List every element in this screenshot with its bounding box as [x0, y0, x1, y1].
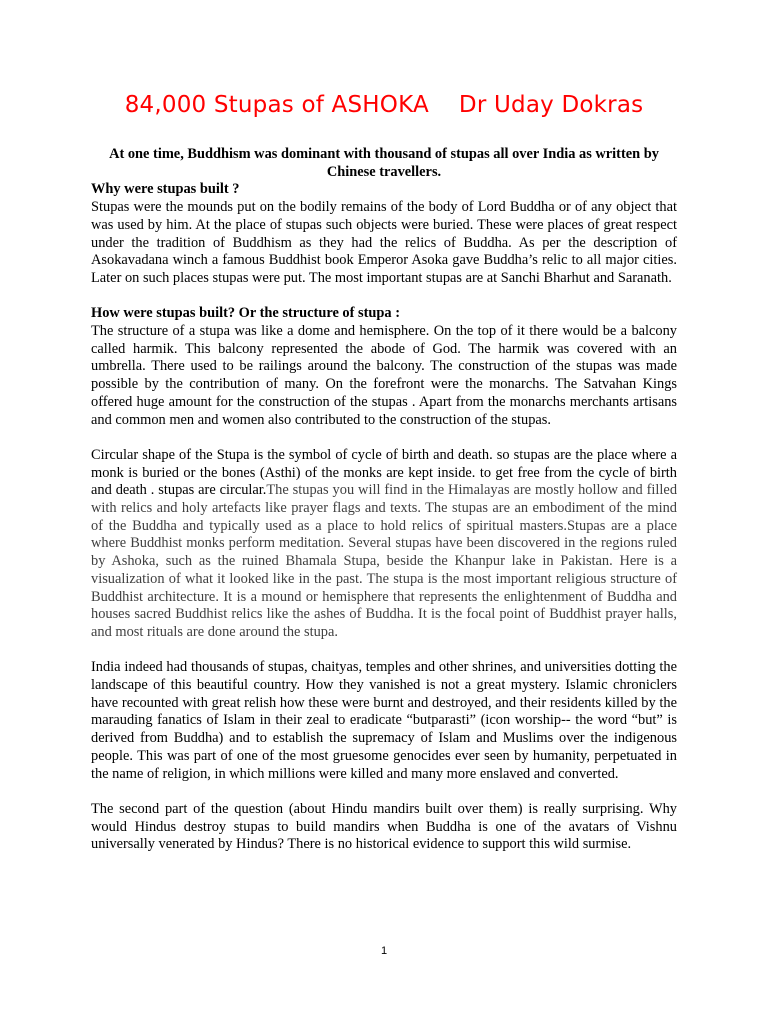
paragraph-spacer: [91, 429, 677, 447]
paragraph-circular-shape-part1: Circular shape of the Stupa is the symbol of cycle of birth and death. so stupas are the place where a monk is buried or the bones (Asthi) of the monks are kept inside. to get free from the cycle of birth and death . stupas are circular.: [91, 446, 677, 499]
paragraph-vanished-stupas: India indeed had thousands of stupas, chaityas, temples and other shrines, and universities dotting the landscape of this beautiful country. How they vanished is not a great mystery. Islamic chroniclers have recounted with great relish how these were burnt and destroyed, and their residents killed by the marauding fanatics of Islam in their zeal to eradicate “butparasti” (icon worship-- the word “but” is derived from Buddha) and to establish the supremacy of Islam and Muslims over the indigenous people. This was part of one of the most gruesome genocides ever seen by humanity, perpetuated in the name of religion, in which millions were killed and many more enslaved and converted.: [91, 659, 677, 782]
paragraph-spacer: [91, 783, 677, 801]
section-heading-structure: How were stupas built? Or the structure of stupa :: [91, 305, 400, 322]
document-title: 84,000 Stupas of ASHOKA Dr Uday Dokras: [124, 92, 644, 118]
intro-paragraph: At one time, Buddhism was dominant with thousand of stupas all over India as written by Chinese travellers.: [109, 146, 659, 180]
page-number: 1: [380, 945, 388, 957]
paragraph-circular-shape: [91, 447, 677, 642]
paragraph-structure: The structure of a stupa was like a dome and hemisphere. On the top of it there would be a balcony called harmik. This balcony represented the abode of God. The harmik was covered with an umbrella. There used to be railings around the balcony. The construction of the stupas was made possible by the contribution of many. On the forefront were the monarchs. The Satvahan Kings offered huge amount for the construction of the stupas . Apart from the monarchs merchants artisans and common men and women also contributed to the construction of the stupas.: [91, 323, 677, 428]
paragraph-spacer: [91, 642, 677, 660]
paragraph-spacer: [91, 288, 677, 306]
paragraph-hindu-mandirs: The second part of the question (about Hindu mandirs built over them) is really surprising. Why would Hindus destroy stupas to build mandirs when Buddha is one of the avatars of Vishnu universally venerated by Hindus? There is no historical evidence to support this wild surmise.: [91, 800, 677, 853]
section-heading-why-built: Why were stupas built ?: [91, 181, 240, 198]
paragraph-circular-shape-part2: The stupas you will find in the Himalayas are mostly hollow and filled with relics and holy artefacts like prayer flags and texts. The stupas are an embodiment of the mind of the Buddha and typically used as a place to hold relics of spiritual masters.Stupas are a place where Buddhist monks perform meditation. Several stupas have been discovered in the regions ruled by Ashoka, such as the ruined Bhamala Stupa, beside the Khanpur lake in Pakistan. Here is a visualization of what it looked like in the past. The stupa is the most important religious structure of Buddhist architecture. It is a mound or hemisphere that represents the enlightenment of Buddha and houses sacred Buddhist relics like the ashes of Buddha. It is the focal point of Buddhist prayer halls, and most rituals are done around the stupa.: [91, 482, 678, 640]
paragraph-why-built: Stupas were the mounds put on the bodily remains of the body of Lord Buddha or of any object that was used by him. At the place of stupas such objects were buried. These were places of great respect under the tradition of Buddhism as they had the relics of Buddha. As per the description of Asokavadana winch a famous Buddhist book Emperor Asoka gave Buddha’s relic to all major cities. Later on such places stupas were put. The most important stupas are at Sanchi Bharhut and Saranath.: [91, 199, 677, 286]
document-body: [91, 146, 677, 854]
